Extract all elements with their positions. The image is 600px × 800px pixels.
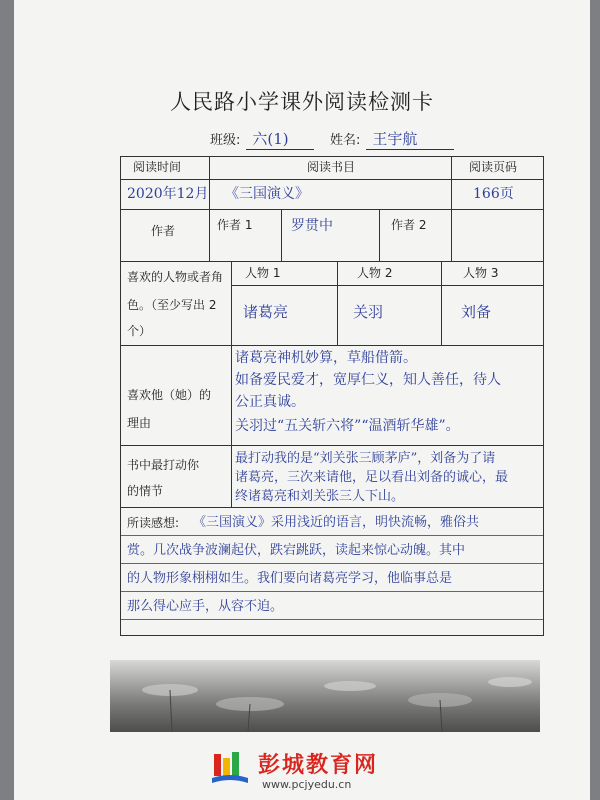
person3-label: 人物 3 — [463, 266, 499, 280]
person2-label: 人物 2 — [357, 266, 393, 280]
fav-characters-label-line3: 个） — [127, 324, 152, 338]
reason-line-4: 关羽过“五关斩六将”“温酒斩华雄”。 — [235, 418, 460, 434]
class-label: 班级: — [210, 133, 241, 148]
name-field — [330, 128, 454, 150]
fav-characters-label-line2: 色。（至少写出 2 — [127, 298, 217, 312]
header-page-count: 阅读页码 — [469, 160, 518, 174]
book-title-value: 《三国演义》 — [225, 186, 309, 202]
moving-plot-line-2: 诸葛亮，三次来请他，足以看出刘备的诚心，最 — [235, 470, 509, 485]
header-reading-time: 阅读时间 — [133, 160, 182, 174]
brand-url: www.pcjyedu.cn — [262, 778, 352, 791]
reason-line-3: 公正真诚。 — [235, 394, 305, 410]
author-label: 作者 — [151, 224, 176, 238]
person3-value: 刘备 — [461, 303, 492, 321]
author1-label: 作者 1 — [217, 218, 253, 232]
author2-label: 作者 2 — [391, 218, 427, 232]
name-value: 王宇航 — [366, 128, 454, 150]
page-count-value: 166页 — [473, 186, 514, 202]
name-label: 姓名: — [330, 133, 361, 148]
reflection-line-1: 《三国演义》采用浅近的语言，明快流畅，雅俗共 — [193, 515, 480, 530]
header-book-title: 阅读书目 — [307, 160, 356, 174]
card-title: 人民路小学课外阅读检测卡 — [170, 90, 434, 114]
class-value: 六(1) — [246, 128, 314, 150]
site-watermark — [210, 746, 430, 796]
person2-value: 关羽 — [353, 303, 384, 321]
reflection-label: 所读感想: — [127, 516, 180, 530]
class-field — [210, 128, 314, 150]
open-book-logo-icon — [210, 750, 250, 786]
reading-card-paper — [14, 0, 590, 800]
reflection-line-3: 的人物形象栩栩如生。我们要向诸葛亮学习，他临事总是 — [127, 571, 453, 586]
person1-label: 人物 1 — [245, 266, 281, 280]
reading-table — [120, 156, 544, 636]
decorative-lotus-photo — [110, 660, 540, 732]
reason-label-line2: 理由 — [127, 416, 152, 430]
reason-line-2: 如备爱民爱才，宽厚仁义，知人善任，待人 — [235, 372, 501, 388]
author1-value: 罗贯中 — [291, 218, 333, 234]
moving-plot-line-3: 终诸葛亮和刘关张三人下山。 — [235, 489, 405, 504]
moving-plot-label-line2: 的情节 — [127, 484, 164, 498]
reading-time-value: 2020年12月 — [127, 186, 209, 202]
moving-plot-label-line1: 书中最打动你 — [127, 458, 200, 472]
reflection-line-2: 赏。几次战争波澜起伏，跌宕跳跃，读起来惊心动魄。其中 — [127, 543, 466, 558]
reason-label-line1: 喜欢他（她）的 — [127, 388, 212, 402]
fav-characters-label-line1: 喜欢的人物或者角 — [127, 270, 224, 284]
moving-plot-line-1: 最打动我的是“刘关张三顾茅庐”，刘备为了请 — [235, 451, 496, 466]
person1-value: 诸葛亮 — [243, 303, 289, 321]
reason-line-1: 诸葛亮神机妙算，草船借箭。 — [235, 350, 417, 366]
brand-name: 彭城教育网 — [258, 753, 379, 778]
reflection-line-4: 那么得心应手，从容不迫。 — [127, 599, 284, 614]
